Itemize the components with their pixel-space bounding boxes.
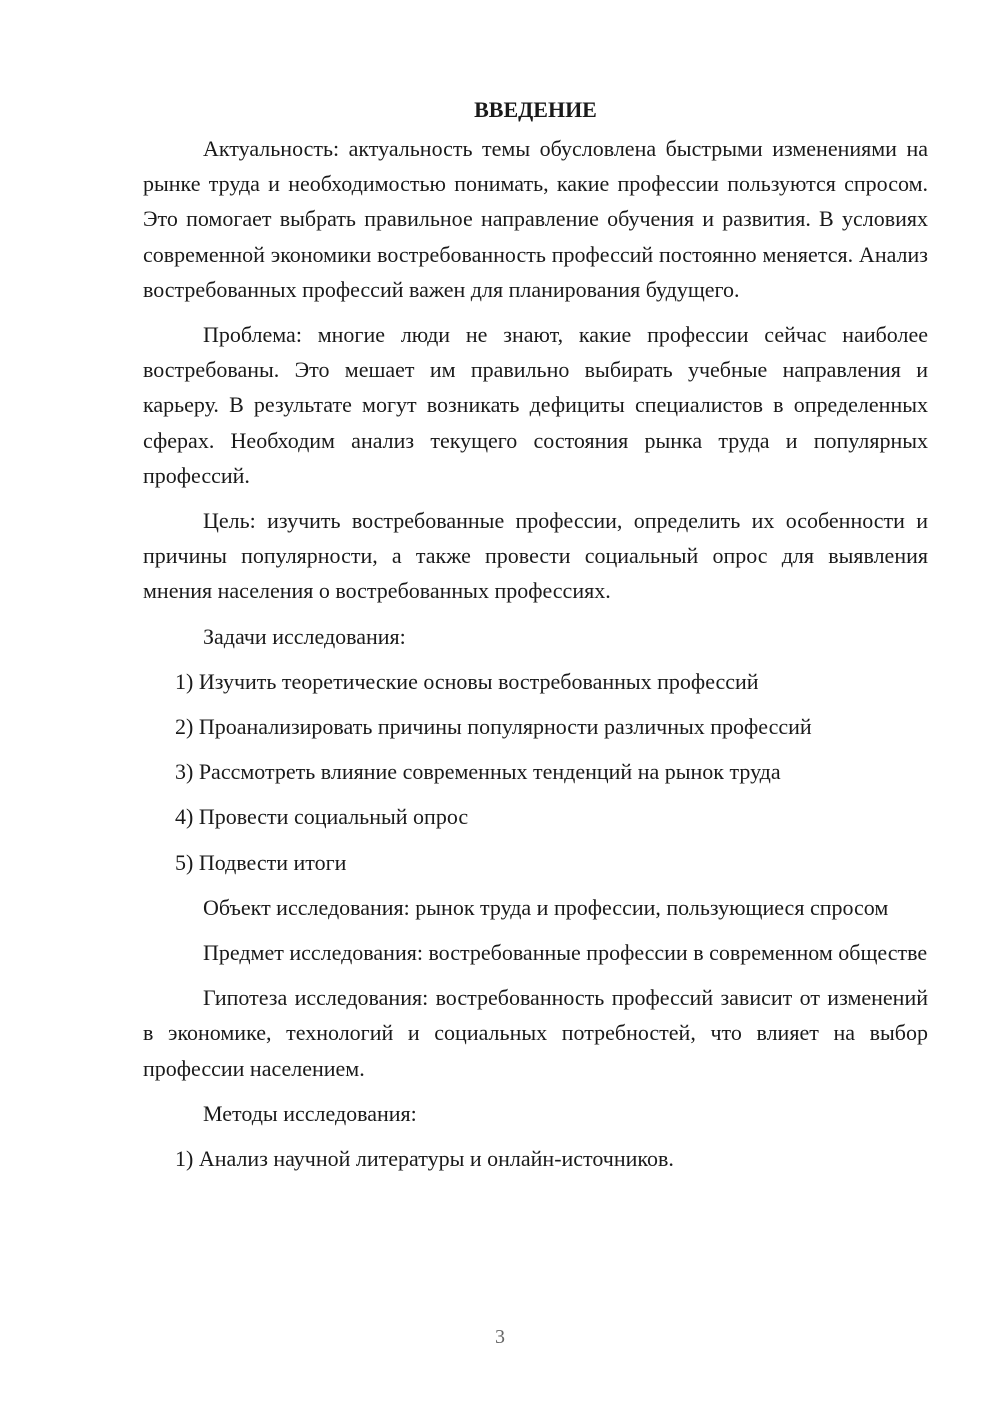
problem-paragraph: Проблема: многие люди не знают, какие профессии сейчас наиболее востребованы. Это мешает им правильно выбирать учебные направления и карьеру. В результате могут возникать дефициты специалистов в определенных сферах. Необходим анализ текущего состояния рынка труда и популярных профессий. xyxy=(143,322,928,488)
list-item: 1) Анализ научной литературы и онлайн-источников. xyxy=(175,1146,674,1172)
list-item: 2) Проанализировать причины популярности различных профессий xyxy=(175,714,812,740)
tasks-list xyxy=(143,664,928,880)
subject-paragraph: Предмет исследования: востребованные профессии в современном обществе xyxy=(203,940,928,966)
object-paragraph: Объект исследования: рынок труда и профессии, пользующиеся спросом xyxy=(203,894,889,920)
list-item: 4) Провести социальный опрос xyxy=(175,804,469,830)
tasks-heading: Задачи исследования: xyxy=(203,623,406,649)
goal-paragraph: Цель: изучить востребованные профессии, определить их особенности и причины популярности, а также провести социальный опрос для выявления мнения населения о востребованных профессиях. xyxy=(143,508,928,604)
page-number: 3 xyxy=(495,1326,505,1348)
methods-list xyxy=(143,1141,928,1176)
hypothesis-paragraph: Гипотеза исследования: востребованность профессий зависит от изменений в экономике, технологий и социальных потребностей, что влияет на выбор профессии населением. xyxy=(143,985,928,1081)
page-title: ВВЕДЕНИЕ xyxy=(474,97,597,122)
relevance-paragraph: Актуальность: актуальность темы обусловлена быстрыми изменениями на рынке труда и необходимостью понимать, какие профессии пользуются спросом. Это помогает выбрать правильное направление обучения и развития. В условиях современной экономики востребованность профессий постоянно меняется. Анализ востребованных профессий важен для планирования будущего. xyxy=(143,136,928,302)
document-page xyxy=(143,92,928,1186)
methods-heading: Методы исследования: xyxy=(203,1100,417,1126)
list-item: 5) Подвести итоги xyxy=(175,849,347,875)
list-item: 1) Изучить теоретические основы востребованных профессий xyxy=(175,668,759,694)
list-item: 3) Рассмотреть влияние современных тенденций на рынок труда xyxy=(175,759,781,785)
